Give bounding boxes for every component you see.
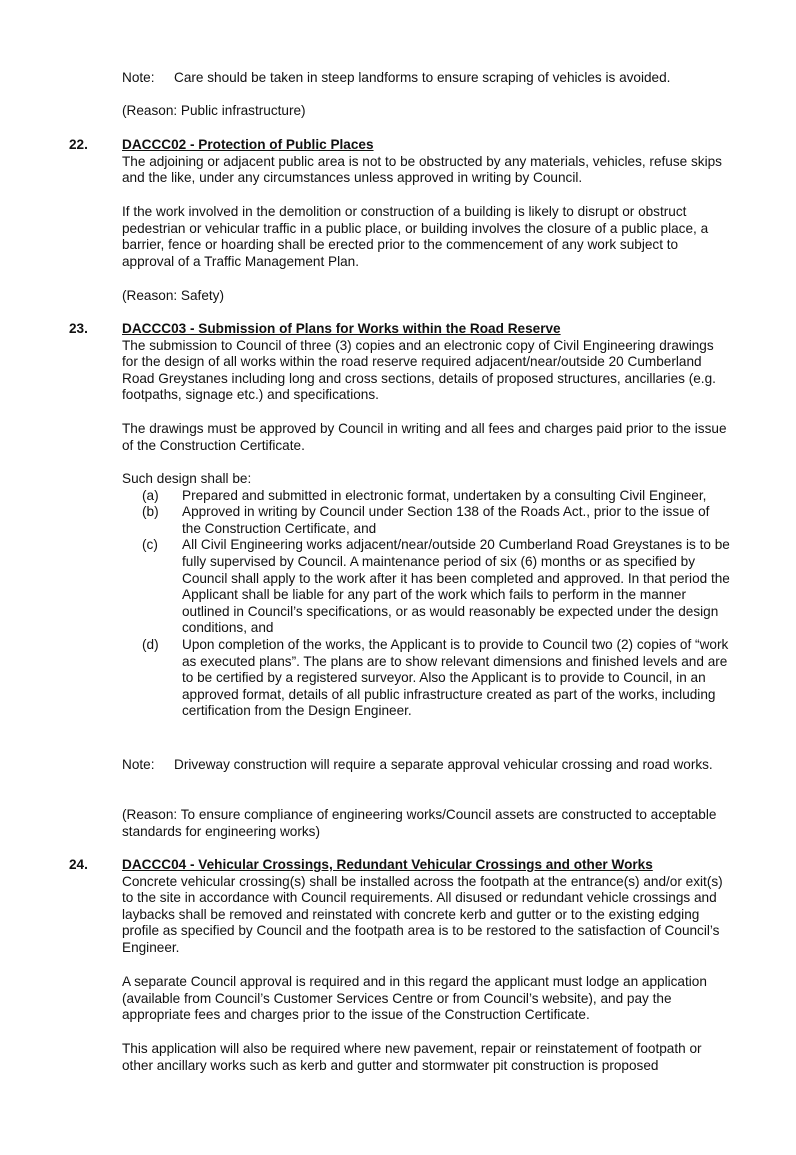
list-text: Upon completion of the works, the Applicant is to provide to Council two (2) copies of “work as executed plans”. The plans are to show relevant dimensions and finished levels and are to be certified by a registered surveyor. Also the Applicant is to provide to Council, in an approved format, details of all public infrastructure created as part of the works, including certification from the Design Engineer. (182, 636, 729, 719)
design-list (122, 471, 730, 720)
top-note (122, 70, 730, 87)
paragraph: The submission to Council of three (3) copies and an electronic copy of Civil Engineering drawings for the design of all works within the road reserve required adjacent/near/outside 20 Cumberland Road Greystanes including long and cross sections, details of proposed structures, ancillaries (e.g. footpaths, signage etc.) and specifications. (122, 337, 716, 403)
list-item (142, 637, 730, 720)
paragraph: Concrete vehicular crossing(s) shall be installed across the footpath at the entrance(s) and/or exit(s) to the site in accordance with Council requirements. All disused or redundant vehicle crossings and laybacks shall be removed and reinstated with concrete kerb and gutter or to the existing edging profile as specified by Council and the footpath area is to be restored to the satisfaction of Council’s Engineer. (122, 873, 723, 955)
note-label: Note: (122, 757, 155, 772)
paragraph: If the work involved in the demolition or construction of a building is likely to disrupt or obstruct pedestrian or vehicular traffic in a public place, or building involves the closure of a public place, a barrier, fence or hoarding shall be erected prior to the commencement of any work subject to approval of a Traffic Management Plan. (122, 204, 709, 269)
paragraph: The adjoining or adjacent public area is not to be obstructed by any materials, vehicles, refuse skips and the like, under any circumstances unless approved in writing by Council. (122, 153, 722, 186)
reason-text: (Reason: Public infrastructure) (122, 103, 306, 118)
list-text: All Civil Engineering works adjacent/near/outside 20 Cumberland Road Greystanes is to be fully supervised by Council. A maintenance period of six (6) months or as specified by Council shall apply to the work after it has been completed and approved. In that period the Applicant shall be liable for any part of the work which fails to perform in the manner outlined in Council’s specifications, or as would reasonably be expected under the design conditions, and (182, 537, 730, 636)
reason-text: (Reason: To ensure compliance of engineering works/Council assets are constructed to acceptable standards for engineering works) (122, 807, 717, 839)
list-label: (d) (142, 636, 159, 652)
list-item (142, 488, 730, 505)
condition-23 (122, 321, 730, 404)
list-text: Prepared and submitted in electronic format, undertaken by a consulting Civil Engineer, (182, 487, 707, 503)
note-text: Care should be taken in steep landforms to ensure scraping of vehicles is avoided. (174, 70, 671, 85)
condition-number: 22. (69, 137, 88, 152)
condition-22 (122, 137, 730, 187)
condition-number: 23. (69, 321, 88, 336)
list-label: (b) (142, 504, 159, 520)
list-intro: Such design shall be: (122, 471, 252, 486)
note-label: Note: (122, 70, 155, 85)
driveway-note (122, 757, 730, 774)
paragraph: The drawings must be approved by Council in writing and all fees and charges paid prior to the issue of the Construction Certificate. (122, 421, 727, 453)
condition-heading: DACCC03 - Submission of Plans for Works within the Road Reserve (122, 321, 561, 336)
paragraph: A separate Council approval is required and in this regard the applicant must lodge an application (available from Council’s Customer Services Centre or from Council’s website), and pay the appropriate fees and charges prior to the issue of the Construction Certificate. (122, 974, 707, 1023)
list-label: (c) (142, 537, 158, 553)
condition-24 (122, 857, 730, 957)
note-text: Driveway construction will require a separate approval vehicular crossing and road works. (174, 757, 713, 772)
list-item (142, 504, 730, 537)
list-text: Approved in writing by Council under Section 138 of the Roads Act., prior to the issue of the Construction Certificate, and (182, 504, 710, 536)
reason-text: (Reason: Safety) (122, 288, 224, 303)
paragraph: This application will also be required where new pavement, repair or reinstatement of footpath or other ancillary works such as kerb and gutter and stormwater pit construction is proposed (122, 1041, 702, 1073)
list-item (142, 537, 730, 637)
condition-heading: DACCC04 - Vehicular Crossings, Redundant Vehicular Crossings and other Works (122, 857, 653, 872)
list-label: (a) (142, 487, 159, 503)
condition-number: 24. (69, 857, 88, 872)
condition-heading: DACCC02 - Protection of Public Places (122, 137, 374, 152)
